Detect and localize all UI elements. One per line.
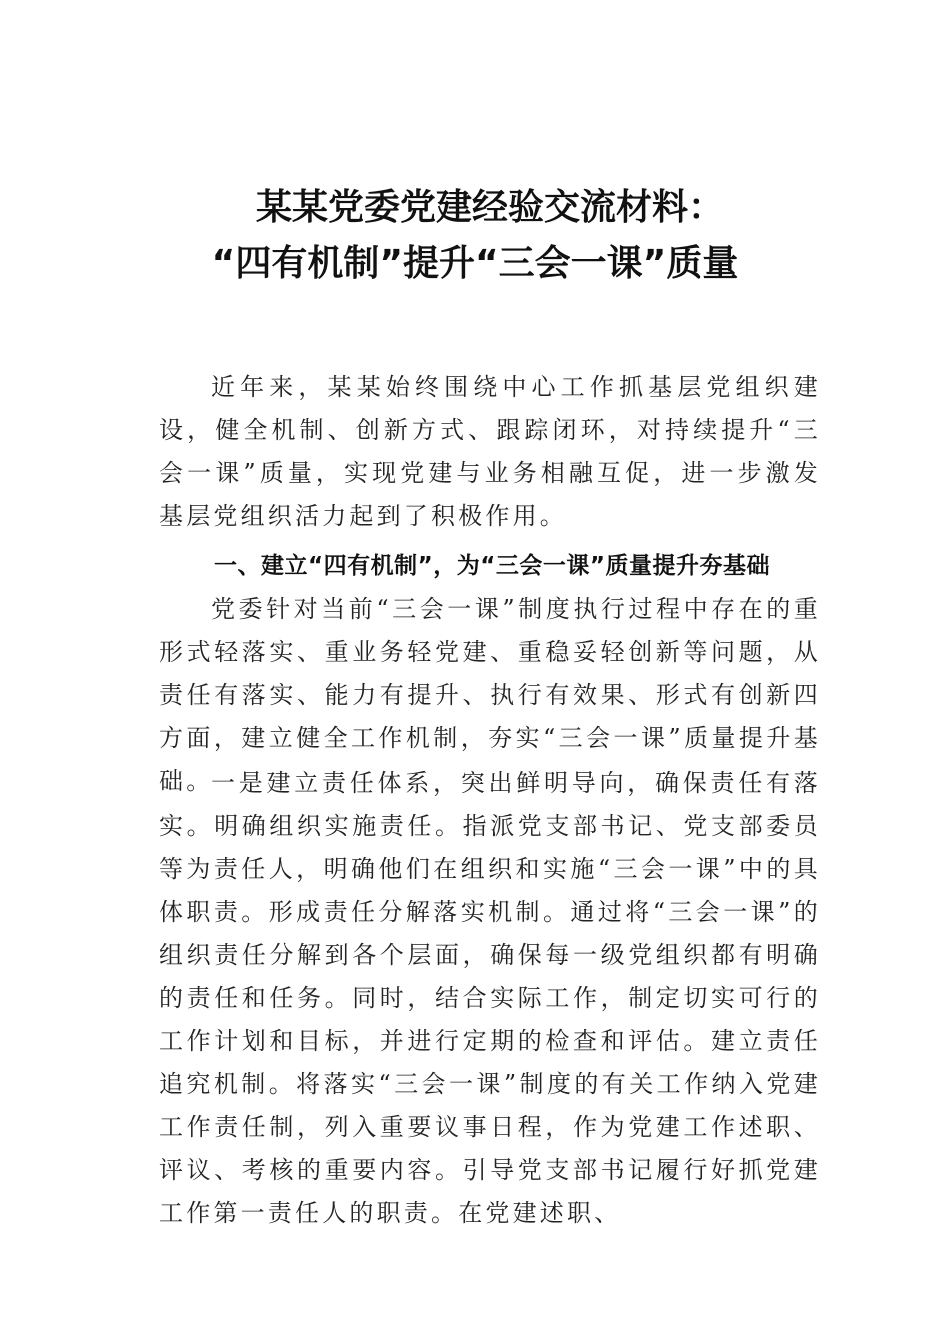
paragraph-intro: 近年来，某某始终围绕中心工作抓基层党组织建设，健全机制、创新方式、跟踪闭环，对持续提升“三会一课”质量，实现党建与业务相融互促，进一步激发基层党组织活力起到了积极作用。	[159, 373, 821, 530]
paragraph-section-1-overview: 党委针对当前“三会一课”制度执行过程中存在的重形式轻落实、重业务轻党建、重稳妥轻创新等问题，从责任有落实、能力有提升、执行有效果、形式有创新四方面，建立健全工作机制，夯实“三会一课”质量提升基础。	[159, 595, 821, 795]
paragraph-responsibility-system: 一是建立责任体系，突出鲜明导向，确保责任有落实。明确组织实施责任。指派党支部书记、党支部委员等为责任人，明确他们在组织和实施“三会一课”中的具体职责。形成责任分解落实机制。通过将“三会一课”的组织责任分解到各个层面，确保每一级党组织都有明确的责任和任务。同时，结合实际工作，制定切实可行的工作计划和目标，并进行定期的检查和评估。建立责任追究机制。将落实“三会一课”制度的有关工作纳入党建工作责任制，列入重要议事日程，作为党建工作述职、评议、考核的重要内容。引导党支部书记履行好抓党建工作第一责任人的职责。在党建述职、	[159, 769, 821, 1227]
section-heading-1: 一、建立“四有机制”，为“三会一课”质量提升夯基础	[214, 553, 770, 579]
title-line-2: “四有机制”提升“三会一课”质量	[211, 243, 739, 284]
document-title	[0, 180, 950, 292]
title-line-1: 某某党委党建经验交流材料：	[255, 187, 724, 228]
